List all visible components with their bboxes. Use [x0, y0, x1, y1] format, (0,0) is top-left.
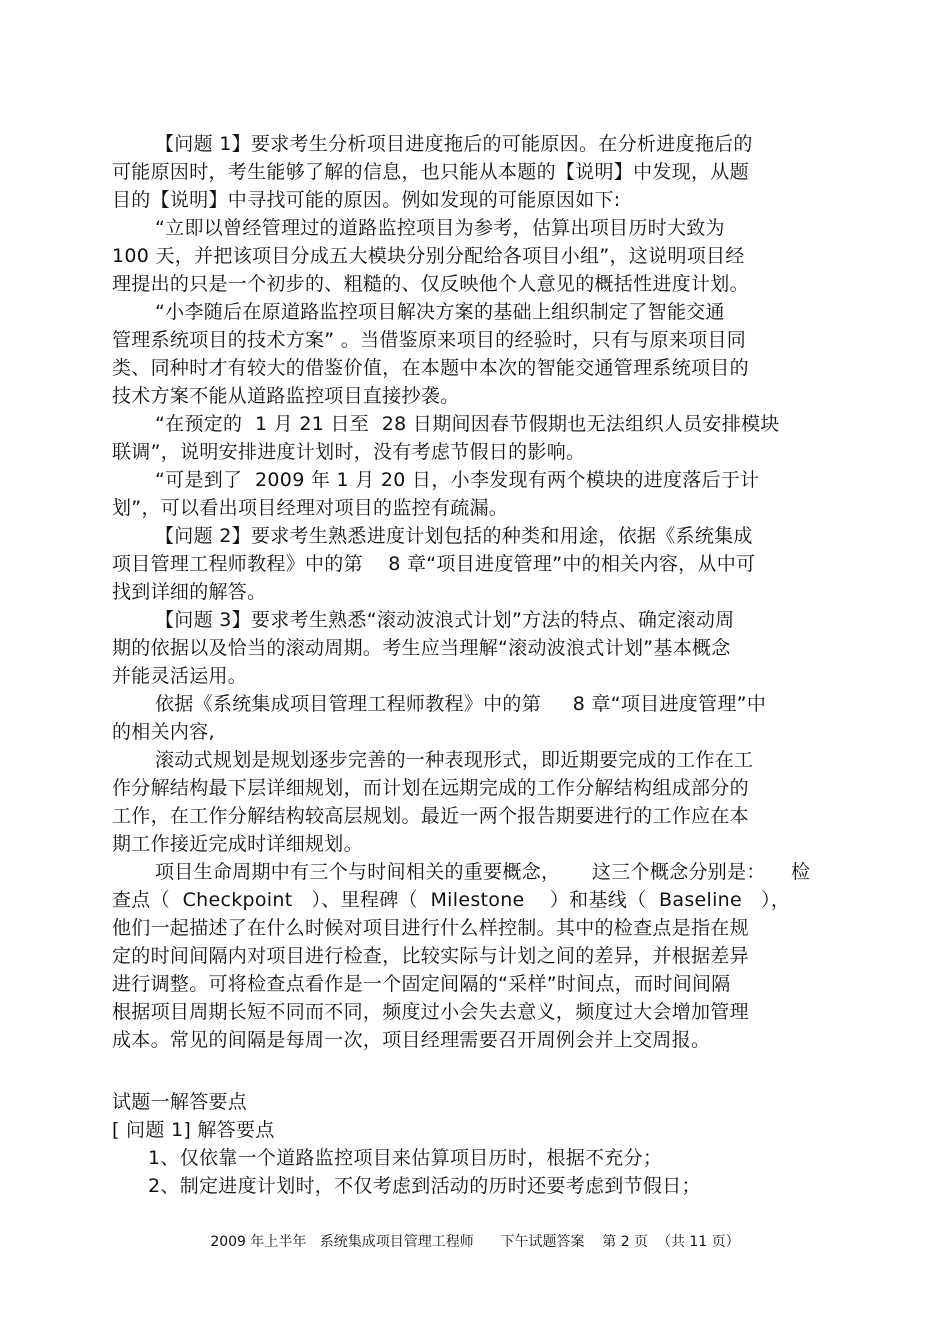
- paragraph-line: 项目管理工程师教程》中的第 8 章“项目进度管理”中的相关内容，从中可: [112, 553, 756, 575]
- paragraph-line: 根据项目周期长短不同而不同，频度过小会失去意义，频度过大会增加管理: [112, 1001, 749, 1023]
- paragraph-line: 工作，在工作分解结构较高层规划。最近一两个报告期要进行的工作应在本: [112, 805, 749, 827]
- paragraph-line: 作分解结构最下层详细规划，而计划在远期完成的工作分解结构组成部分的: [112, 777, 749, 799]
- paragraph-line: 【问题 2】要求考生熟悉进度计划包括的种类和用途，依据《系统集成: [155, 525, 753, 547]
- answer-item: 1、仅依靠一个道路监控项目来估算项目历时，根据不充分；: [148, 1147, 663, 1169]
- paragraph-line: “在预定的 1 月 21 日至 28 日期间因春节假期也无法组织人员安排模块: [155, 413, 780, 435]
- paragraph-line: 期的依据以及恰当的滚动周期。考生应当理解“滚动波浪式计划”基本概念: [112, 637, 731, 659]
- paragraph-line: 【问题 1】要求考生分析项目进度拖后的可能原因。在分析进度拖后的: [155, 133, 753, 155]
- paragraph-line: 技术方案不能从道路监控项目直接抄袭。: [112, 385, 460, 407]
- paragraph-line: 可能原因时，考生能够了解的信息，也只能从本题的【说明】中发现，从题: [112, 161, 749, 183]
- paragraph-line: 进行调整。可将检查点看作是一个固定间隔的“采样”时间点，而时间间隔: [112, 973, 731, 995]
- paragraph-line: 管理系统项目的技术方案” 。当借鉴原来项目的经验时，只有与原来项目同: [112, 329, 747, 351]
- paragraph-line: 的相关内容,: [112, 721, 215, 743]
- paragraph-line: 理提出的只是一个初步的、粗糙的、仅反映他个人意见的概括性进度计划。: [112, 273, 749, 295]
- paragraph-line: 项目生命周期中有三个与时间相关的重要概念， 这三个概念分别是： 检: [155, 861, 811, 883]
- paragraph-line: 并能灵活运用。: [112, 665, 248, 687]
- question-heading: [ 问题 1] 解答要点: [112, 1119, 275, 1141]
- paragraph-line: “小李随后在原道路监控项目解决方案的基础上组织制定了智能交通: [155, 301, 725, 323]
- paragraph-line: 依据《系统集成项目管理工程师教程》中的第 8 章“项目进度管理”中: [155, 693, 767, 715]
- answer-item: 2、制定进度计划时，不仅考虑到活动的历时还要考虑到节假日；: [148, 1175, 701, 1197]
- paragraph-line: 联调”，说明安排进度计划时，没有考虑节假日的影响。: [112, 441, 586, 463]
- paragraph-line: 【问题 3】要求考生熟悉“滚动波浪式计划”方法的特点、确定滚动周: [155, 609, 735, 631]
- paragraph-line: 查点（ Checkpoint ）、里程碑（ Milestone ）和基线（ Baseline ），: [112, 889, 791, 911]
- paragraph-line: 期工作接近完成时详细规划。: [112, 833, 363, 855]
- paragraph-line: 找到详细的解答。: [112, 581, 267, 603]
- paragraph-line: 定的时间间隔内对项目进行检查，比较实际与计划之间的差异，并根据差异: [112, 945, 749, 967]
- page-footer: 2009 年上半年 系统集成项目管理工程师 下午试题答案 第 2 页 （共 11 页）: [210, 1234, 740, 1250]
- paragraph-line: 类、同种时才有较大的借鉴价值，在本题中本次的智能交通管理系统项目的: [112, 357, 749, 379]
- paragraph-line: 他们一起描述了在什么时候对项目进行什么样控制。其中的检查点是指在规: [112, 917, 749, 939]
- paragraph-line: 成本。常见的间隔是每周一次，项目经理需要召开周例会并上交周报。: [112, 1029, 711, 1051]
- paragraph-line: “可是到了 2009 年 1 月 20 日，小李发现有两个模块的进度落后于计: [155, 469, 760, 491]
- paragraph-line: 滚动式规划是规划逐步完善的一种表现形式，即近期要完成的工作在工: [155, 749, 754, 771]
- paragraph-line: “立即以曾经管理过的道路监控项目为参考，估算出项目历时大致为: [155, 217, 725, 239]
- answer-heading: 试题一解答要点: [112, 1091, 248, 1113]
- paragraph-line: 划”，可以看出项目经理对项目的监控有疏漏。: [112, 497, 509, 519]
- paragraph-line: 目的【说明】中寻找可能的原因。例如发现的可能原因如下:: [112, 189, 621, 211]
- paragraph-line: 100 天，并把该项目分成五大模块分别分配给各项目小组”，这说明项目经: [112, 245, 745, 267]
